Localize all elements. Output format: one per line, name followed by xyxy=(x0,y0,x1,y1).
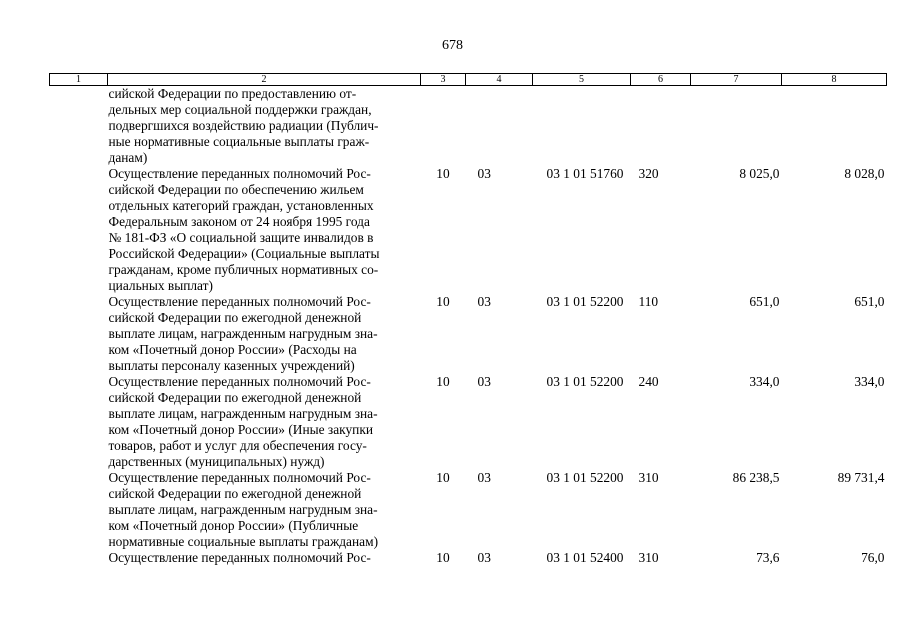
subsection-code-cell: 03 xyxy=(477,470,491,485)
expense-name-cell xyxy=(108,166,421,294)
column-header: 4 xyxy=(466,74,533,86)
amount-year-2-cell: 334,0 xyxy=(854,374,885,389)
expense-type-cell: 310 xyxy=(638,550,659,565)
row-index-cell xyxy=(50,294,108,374)
column-header: 5 xyxy=(533,74,631,86)
subsection-code-cell: 03 xyxy=(477,166,491,181)
amount-year-1-cell: 73,6 xyxy=(756,550,780,565)
expense-name-line: дельных мер социальной поддержки граждан, xyxy=(108,102,372,117)
page-number: 678 xyxy=(442,38,463,53)
column-header: 3 xyxy=(421,74,466,86)
table-row xyxy=(50,550,887,566)
target-article-cell: 03 1 01 52200 xyxy=(546,294,624,309)
expense-type-cell: 240 xyxy=(638,374,659,389)
subsection-code-cell: 03 xyxy=(477,550,491,565)
expense-name-cell xyxy=(108,294,421,374)
target-article-cell xyxy=(533,86,631,167)
table-row xyxy=(50,166,887,294)
column-header: 1 xyxy=(50,74,108,86)
expense-name-line: выплаты персоналу казенных учреждений) xyxy=(108,358,355,373)
row-index-cell xyxy=(50,166,108,294)
section-code-cell: 10 xyxy=(436,470,450,485)
expense-type-cell: 110 xyxy=(638,294,659,309)
amount-year-1-cell: 651,0 xyxy=(749,294,780,309)
amount-year-1-cell xyxy=(691,86,782,167)
subsection-code-cell: 03 xyxy=(477,374,491,389)
table-row xyxy=(50,374,887,470)
table-row xyxy=(50,86,887,167)
expense-name-line: Осуществление переданных полномочий Рос- xyxy=(108,166,371,181)
column-header: 7 xyxy=(691,74,782,86)
expense-name-line: № 181-ФЗ «О социальной защите инвалидов в xyxy=(108,230,374,245)
expense-name-cell xyxy=(108,86,421,167)
expense-name-cell xyxy=(108,550,421,566)
expense-name-line: выплате лицам, награжденным нагрудным зна- xyxy=(108,326,378,341)
subsection-code-cell xyxy=(466,86,533,167)
expense-name-line: сийской Федерации по предоставлению от- xyxy=(108,86,357,101)
expense-name-line: ные нормативные социальные выплаты граж- xyxy=(108,134,370,149)
column-number-header-row xyxy=(50,74,887,86)
column-header: 8 xyxy=(782,74,887,86)
target-article-cell: 03 1 01 51760 xyxy=(546,166,624,181)
expense-name-line: гражданам, кроме публичных нормативных со- xyxy=(108,262,379,277)
expense-name-line: товаров, работ и услуг для обеспечения госу- xyxy=(108,438,367,453)
expense-name-line: сийской Федерации по ежегодной денежной xyxy=(108,310,362,325)
expense-name-line: нормативные социальные выплаты гражданам) xyxy=(108,534,379,549)
table-body xyxy=(50,86,887,567)
row-index-cell xyxy=(50,374,108,470)
expense-type-cell: 310 xyxy=(638,470,659,485)
row-index-cell xyxy=(50,470,108,550)
budget-table xyxy=(49,73,887,566)
expense-name-line: сийской Федерации по ежегодной денежной xyxy=(108,390,362,405)
expense-name-line: данам) xyxy=(108,150,148,165)
expense-name-line: Осуществление переданных полномочий Рос- xyxy=(108,550,371,565)
amount-year-1-cell: 8 025,0 xyxy=(739,166,780,181)
amount-year-1-cell: 86 238,5 xyxy=(732,470,780,485)
section-code-cell xyxy=(421,86,466,167)
column-header: 6 xyxy=(631,74,691,86)
expense-name-line: Осуществление переданных полномочий Рос- xyxy=(108,470,371,485)
expense-name-line: отдельных категорий граждан, установленных xyxy=(108,198,374,213)
expense-name-line: ком «Почетный донор России» (Публичные xyxy=(108,518,359,533)
section-code-cell: 10 xyxy=(436,374,450,389)
expense-name-line: подвергшихся воздействию радиации (Публич- xyxy=(108,118,379,133)
amount-year-2-cell: 76,0 xyxy=(861,550,885,565)
expense-name-line: ком «Почетный донор России» (Расходы на xyxy=(108,342,357,357)
target-article-cell: 03 1 01 52200 xyxy=(546,374,624,389)
expense-name-line: дарственных (муниципальных) нужд) xyxy=(108,454,325,469)
table-row xyxy=(50,470,887,550)
target-article-cell: 03 1 01 52400 xyxy=(546,550,624,565)
expense-name-cell xyxy=(108,374,421,470)
expense-name-cell xyxy=(108,470,421,550)
expense-name-line: Российской Федерации» (Социальные выплаты xyxy=(108,246,380,261)
amount-year-2-cell: 8 028,0 xyxy=(844,166,885,181)
expense-name-line: ком «Почетный донор России» (Иные закупки xyxy=(108,422,373,437)
expense-name-line: сийской Федерации по ежегодной денежной xyxy=(108,486,362,501)
expense-name-line: выплате лицам, награжденным нагрудным зна- xyxy=(108,406,378,421)
column-header: 2 xyxy=(108,74,421,86)
target-article-cell: 03 1 01 52200 xyxy=(546,470,624,485)
section-code-cell: 10 xyxy=(436,294,450,309)
row-index-cell xyxy=(50,86,108,167)
expense-type-cell xyxy=(631,86,691,167)
subsection-code-cell: 03 xyxy=(477,294,491,309)
expense-name-line: Федеральным законом от 24 ноября 1995 года xyxy=(108,214,370,229)
section-code-cell: 10 xyxy=(436,550,450,565)
section-code-cell: 10 xyxy=(436,166,450,181)
amount-year-2-cell: 89 731,4 xyxy=(837,470,885,485)
expense-name-line: сийской Федерации по обеспечению жильем xyxy=(108,182,364,197)
amount-year-1-cell: 334,0 xyxy=(749,374,780,389)
amount-year-2-cell: 651,0 xyxy=(854,294,885,309)
table-row xyxy=(50,294,887,374)
expense-name-line: циальных выплат) xyxy=(108,278,213,293)
expense-name-line: Осуществление переданных полномочий Рос- xyxy=(108,374,371,389)
amount-year-2-cell xyxy=(782,86,887,167)
expense-type-cell: 320 xyxy=(638,166,659,181)
row-index-cell xyxy=(50,550,108,566)
expense-name-line: Осуществление переданных полномочий Рос- xyxy=(108,294,371,309)
expense-name-line: выплате лицам, награжденным нагрудным зна- xyxy=(108,502,378,517)
